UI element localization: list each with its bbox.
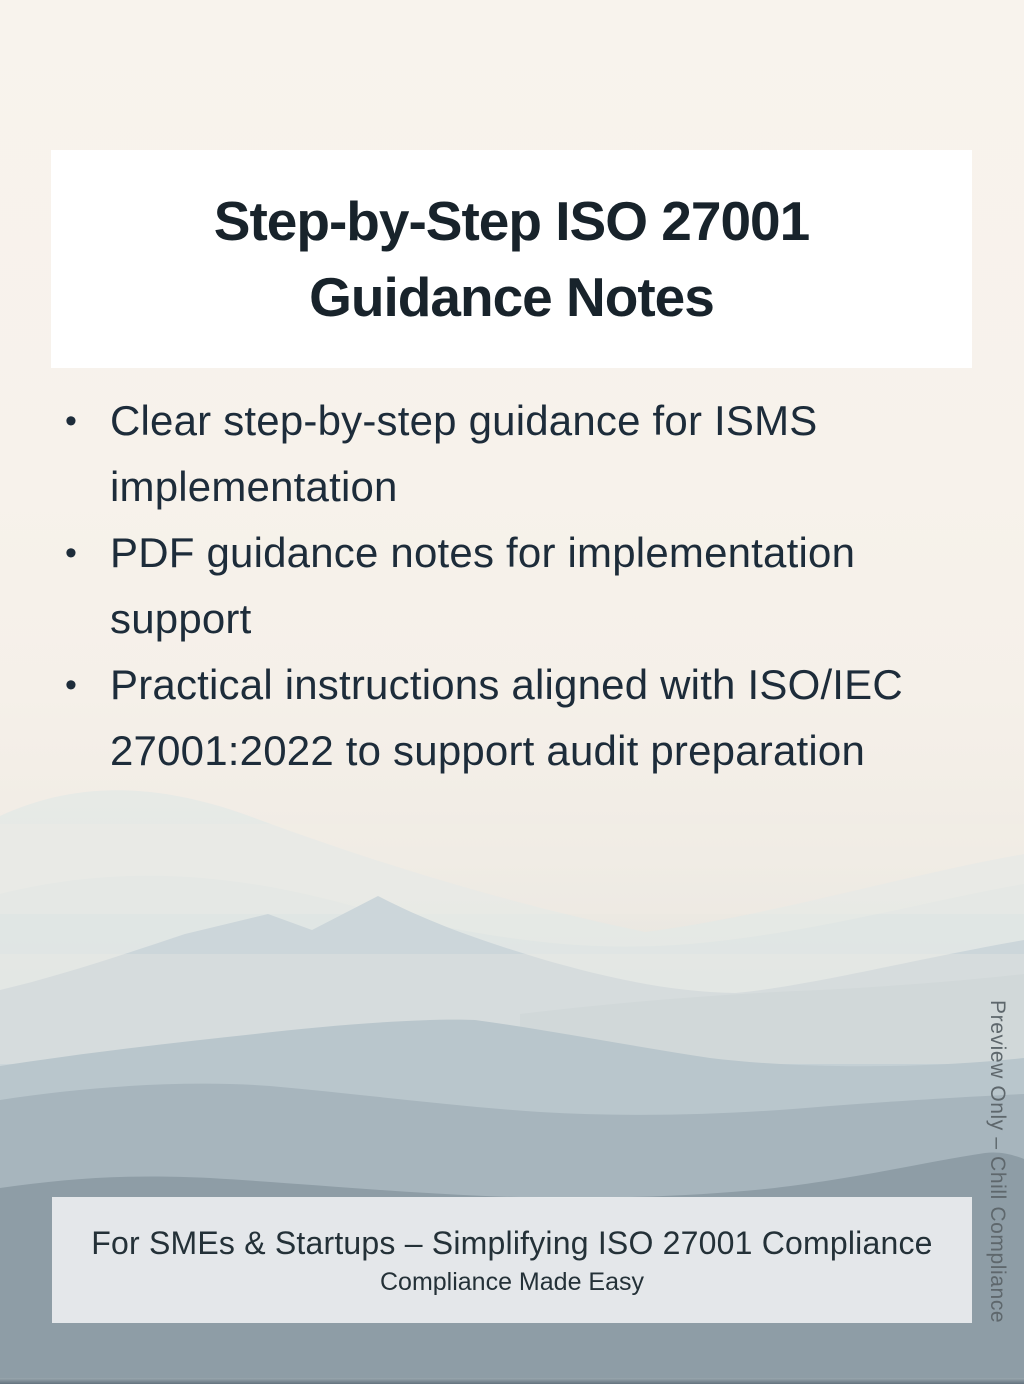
- title-card: [51, 150, 972, 368]
- bullet-text: Clear step-by-step guidance for ISMS implementation: [110, 397, 818, 510]
- page-title-line-2: Guidance Notes: [309, 266, 714, 328]
- page-title-line-1: Step-by-Step ISO 27001: [213, 190, 810, 252]
- list-item: [52, 388, 964, 520]
- feature-bullet-list: [52, 388, 964, 784]
- footer-tagline: For SMEs & Startups – Simplifying ISO 27001 Compliance: [91, 1225, 933, 1261]
- bullet-text: Practical instructions aligned with ISO/IEC 27001:2022 to support audit preparation: [110, 661, 903, 774]
- list-item: [52, 652, 964, 784]
- bullet-dot-icon: •: [65, 534, 77, 572]
- preview-watermark: Preview Only – Chill Compliance: [986, 1000, 1009, 1324]
- bullet-dot-icon: •: [65, 666, 77, 704]
- bullet-text: PDF guidance notes for implementation support: [110, 529, 856, 642]
- footer-subtagline: Compliance Made Easy: [379, 1268, 644, 1296]
- list-item: [52, 520, 964, 652]
- bottom-edge-strip: [0, 1378, 1024, 1384]
- bullet-dot-icon: •: [65, 402, 77, 440]
- footer-banner: [52, 1197, 972, 1323]
